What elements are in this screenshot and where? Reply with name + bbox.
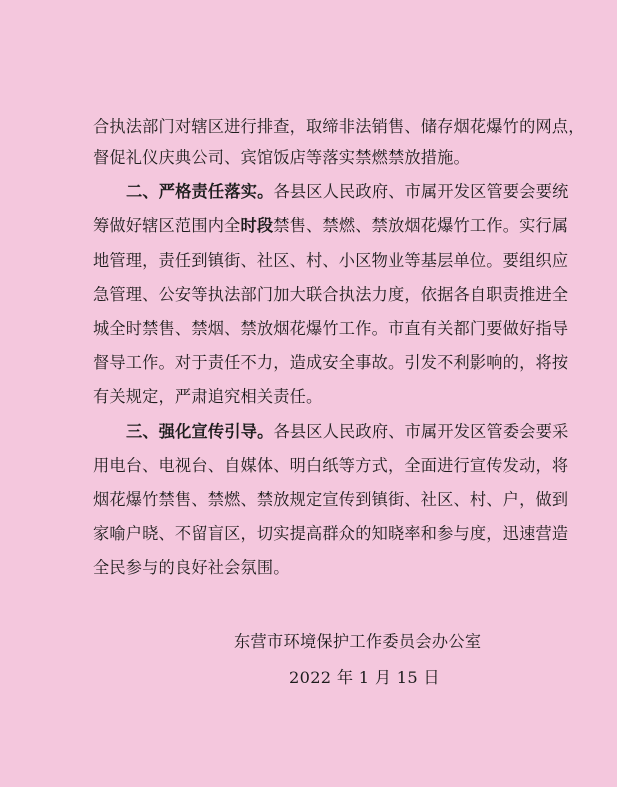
paragraph-3-line-3: 烟花爆竹禁售、禁燃、禁放规定宣传到镇街、社区、村、户，做到 <box>93 490 569 509</box>
paragraph-2-line-2 <box>93 215 569 237</box>
paragraph-2-bold-term: 时段 <box>240 216 274 235</box>
paragraph-2-line-1 <box>126 181 569 203</box>
paragraph-3-line-1-text: 各县区人民政府、市属开发区管委会要采 <box>273 422 569 441</box>
paragraph-2-line-7: 有关规定，严肃追究相关责任。 <box>93 387 323 406</box>
section-3-heading: 三、强化宣传引导。 <box>126 422 274 441</box>
paragraph-2-line-2-text-a: 筹做好辖区范围内全 <box>93 216 241 235</box>
paragraph-3-line-2: 用电台、电视台、自媒体、明白纸等方式，全面进行宣传发动，将 <box>93 456 569 475</box>
paragraph-1-line-2: 督促礼仪庆典公司、宾馆饭店等落实禁燃禁放措施。 <box>93 148 470 167</box>
paragraph-2-line-1-text: 各县区人民政府、市属开发区管要会要统 <box>273 182 569 201</box>
paragraph-2-line-5: 城全时禁售、禁烟、禁放烟花爆竹工作。市直有关都门要做好指导 <box>93 319 569 338</box>
paragraph-3-line-5: 全民参与的良好社会氛围。 <box>93 558 290 577</box>
paragraph-2-line-4: 急管理、公安等执法部门加大联合执法力度，依据各自职责推进全 <box>93 285 569 304</box>
signature-organization: 东营市环境保护工作委员会办公室 <box>234 632 482 651</box>
signature-date: 2022 年 1 月 15 日 <box>289 668 440 687</box>
paragraph-2-line-3: 地管理，责任到镇街、社区、村、小区物业等基层单位。要组织应 <box>93 251 569 270</box>
paragraph-1-line-1: 合执法部门对辖区进行排查，取缔非法销售、储存烟花爆竹的网点， <box>93 117 585 136</box>
paragraph-3-line-4: 家喻户晓、不留盲区，切实提高群众的知晓率和参与度，迅速营造 <box>93 524 569 543</box>
paragraph-2-line-6: 督导工作。对于责任不力，造成安全事故。引发不利影响的，将按 <box>93 353 569 372</box>
paragraph-2-line-2-text-b: 禁售、禁燃、禁放烟花爆竹工作。实行属 <box>273 216 569 235</box>
paragraph-3-line-1 <box>126 421 569 443</box>
section-2-heading: 二、严格责任落实。 <box>126 182 274 201</box>
